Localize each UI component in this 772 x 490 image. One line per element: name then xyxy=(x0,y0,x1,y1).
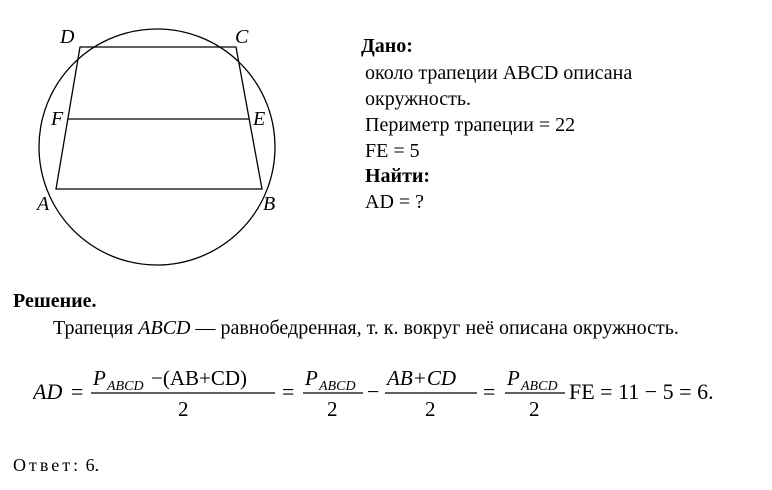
frac2-num-sub: ABCD xyxy=(319,379,356,394)
formula-minus: − xyxy=(367,379,380,404)
label-c: C xyxy=(235,26,249,48)
label-f: F xyxy=(51,108,64,130)
answer xyxy=(13,455,99,476)
frac1-num-p: P xyxy=(93,366,106,390)
solution-text xyxy=(53,317,679,340)
given-line-4: FE = 5 xyxy=(365,140,420,162)
formula xyxy=(33,362,768,422)
frac1-den: 2 xyxy=(178,397,189,421)
frac3-num: AB+CD xyxy=(387,366,456,390)
given-heading: Дано: xyxy=(361,35,413,57)
solution-heading: Решение. xyxy=(13,290,97,312)
formula-eq-1: = xyxy=(71,379,84,404)
frac1-num-rest: −(AB+CD) xyxy=(151,366,248,390)
frac2-den: 2 xyxy=(327,397,338,421)
formula-tail: FE = 11 − 5 = 6. xyxy=(569,379,714,404)
formula-eq-2: = xyxy=(282,379,295,404)
formula-lhs: AD xyxy=(33,379,63,404)
frac4-num-sub: ABCD xyxy=(521,379,558,394)
frac4-num-p: P xyxy=(507,366,520,390)
given-line-3: Периметр трапеции = 22 xyxy=(365,114,576,136)
find-heading: Найти: xyxy=(365,165,431,187)
label-e: E xyxy=(253,108,266,130)
label-a: A xyxy=(37,193,50,215)
frac2-num-p: P xyxy=(305,366,318,390)
given-line-2: окружность. xyxy=(365,88,471,110)
formula-eq-3: = xyxy=(483,379,496,404)
label-d: D xyxy=(60,26,75,48)
solution-text-name: ABCD xyxy=(138,317,191,339)
answer-label: Ответ: xyxy=(13,455,82,475)
label-b: B xyxy=(263,193,276,215)
given-line-1: около трапеции ABCD описана xyxy=(365,62,633,84)
trapezoid-in-circle-figure xyxy=(0,0,300,270)
frac3-den: 2 xyxy=(425,397,436,421)
frac4-den: 2 xyxy=(529,397,540,421)
solution-text-before: Трапеция xyxy=(53,317,139,339)
find-value: AD = ? xyxy=(365,191,425,213)
trapezoid-abcd xyxy=(56,47,262,189)
frac1-num-sub: ABCD xyxy=(107,379,144,394)
answer-value: 6. xyxy=(85,455,100,475)
solution-text-after: — равнобедренная, т. к. вокруг неё описана окружность. xyxy=(190,317,679,339)
